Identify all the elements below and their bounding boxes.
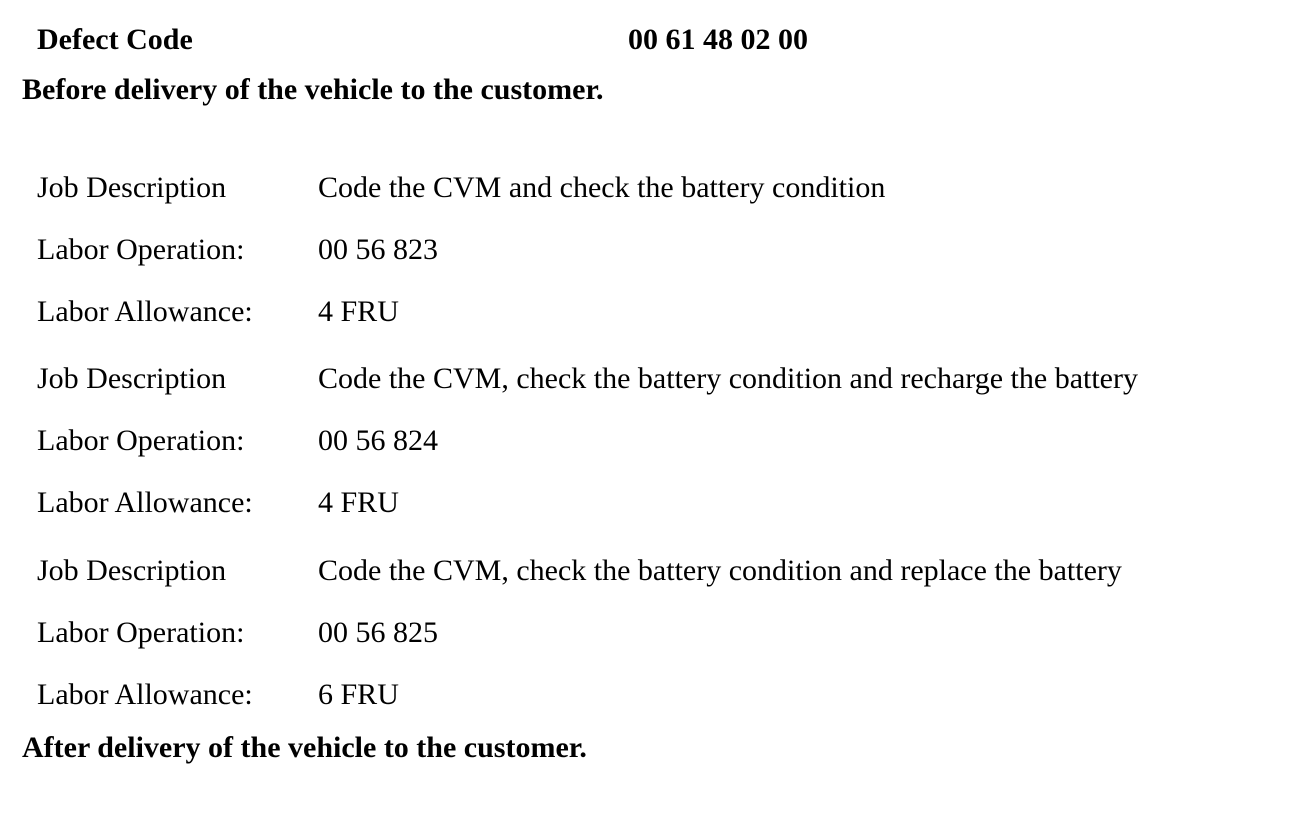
job-1-operation-label: Labor Operation:	[37, 233, 245, 266]
job-2-description-label: Job Description	[37, 362, 227, 395]
before-delivery-heading: Before delivery of the vehicle to the customer.	[22, 73, 604, 106]
job-3-allowance: 6 FRU	[318, 678, 399, 711]
job-3-allowance-label: Labor Allowance:	[37, 678, 253, 711]
job-2-operation: 00 56 824	[318, 424, 438, 457]
job-3-operation: 00 56 825	[318, 616, 438, 649]
job-2-description: Code the CVM, check the battery condition and recharge the battery	[318, 362, 1138, 395]
after-delivery-heading: After delivery of the vehicle to the customer.	[22, 731, 587, 764]
job-1-description: Code the CVM and check the battery condition	[318, 171, 886, 204]
job-1-operation: 00 56 823	[318, 233, 438, 266]
job-1-allowance-label: Labor Allowance:	[37, 295, 253, 328]
defect-code-label: Defect Code	[37, 23, 193, 56]
job-2-allowance-label: Labor Allowance:	[37, 486, 253, 519]
job-1-allowance: 4 FRU	[318, 295, 399, 328]
defect-code-value: 00 61 48 02 00	[628, 23, 808, 56]
job-2-operation-label: Labor Operation:	[37, 424, 245, 457]
job-2-allowance: 4 FRU	[318, 486, 399, 519]
job-1-description-label: Job Description	[37, 171, 227, 204]
job-3-description: Code the CVM, check the battery condition and replace the battery	[318, 554, 1122, 587]
job-3-operation-label: Labor Operation:	[37, 616, 245, 649]
job-3-description-label: Job Description	[37, 554, 227, 587]
